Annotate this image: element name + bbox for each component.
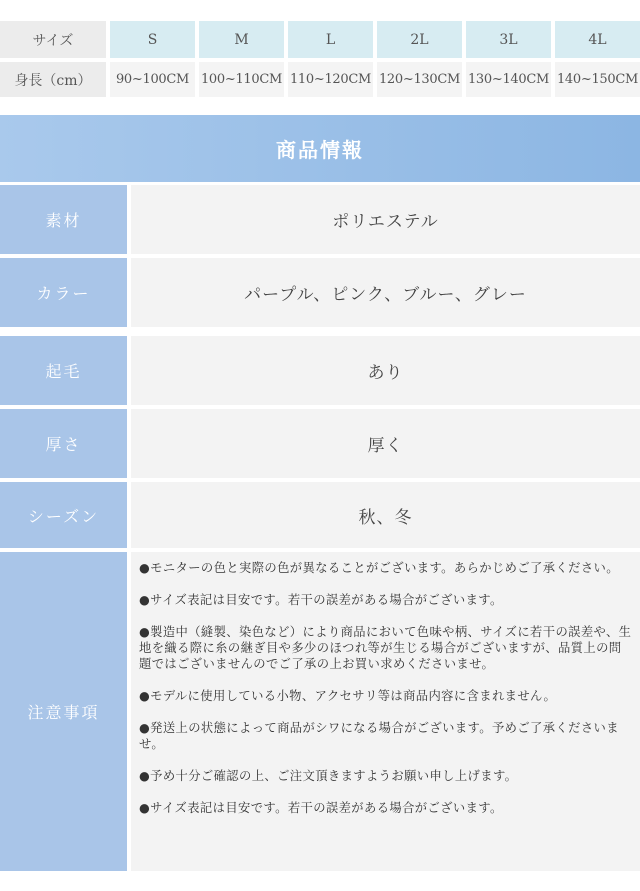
note-item: ●サイズ表記は目安です。若干の誤差がある場合がございます。 <box>139 593 503 607</box>
size-4l: 4L <box>555 21 640 58</box>
size-header-label: サイズ <box>0 21 106 58</box>
info-row-notes <box>0 552 640 871</box>
info-label-notes: 注意事項 <box>0 552 127 871</box>
info-row-thickness <box>0 409 640 478</box>
size-l: L <box>288 21 373 58</box>
info-row-material <box>0 185 640 254</box>
info-value-color: パープル、ピンク、ブルー、グレー <box>131 258 640 327</box>
note-item: ●発送上の状態によって商品がシワになる場合がございます。予めご了承くださいませ。 <box>139 721 619 751</box>
height-l: 110~120CM <box>288 62 373 97</box>
height-2l: 120~130CM <box>377 62 462 97</box>
height-m: 100~110CM <box>199 62 284 97</box>
height-row-label: 身長（cm） <box>0 62 106 97</box>
note-item: ●予め十分ご確認の上、ご注文頂きますようお願い申し上げます。 <box>139 769 518 783</box>
info-label-thickness: 厚さ <box>0 409 127 478</box>
height-4l: 140~150CM <box>555 62 640 97</box>
note-item: ●サイズ表記は目安です。若干の誤差がある場合がございます。 <box>139 801 503 815</box>
product-info-title: 商品情報 <box>0 115 640 182</box>
note-item: ●モデルに使用している小物、アクセサリ等は商品内容に含まれません。 <box>139 689 557 703</box>
info-label-material: 素材 <box>0 185 127 254</box>
note-item: ●製造中（縫製、染色など）により商品において色味や柄、サイズに若干の誤差や、生地を織る際に糸の継ぎ目や多少のほつれ等が生じる場合がございますが、品質上の問題ではございませんのでご了承の上お買い求めくださいませ。 <box>139 625 632 671</box>
info-row-season <box>0 482 640 548</box>
size-table <box>0 21 640 97</box>
info-label-brushed: 起毛 <box>0 336 127 405</box>
notes-list <box>131 552 640 871</box>
info-row-color <box>0 258 640 327</box>
height-3l: 130~140CM <box>466 62 551 97</box>
info-label-season: シーズン <box>0 482 127 548</box>
size-2l: 2L <box>377 21 462 58</box>
info-label-color: カラー <box>0 258 127 327</box>
height-s: 90~100CM <box>110 62 195 97</box>
info-value-thickness: 厚く <box>131 409 640 478</box>
info-row-brushed <box>0 336 640 405</box>
info-value-brushed: あり <box>131 336 640 405</box>
info-value-material: ポリエステル <box>131 185 640 254</box>
size-3l: 3L <box>466 21 551 58</box>
size-s: S <box>110 21 195 58</box>
info-value-season: 秋、冬 <box>131 482 640 548</box>
note-item: ●モニターの色と実際の色が異なることがございます。あらかじめご了承ください。 <box>139 561 619 575</box>
size-m: M <box>199 21 284 58</box>
